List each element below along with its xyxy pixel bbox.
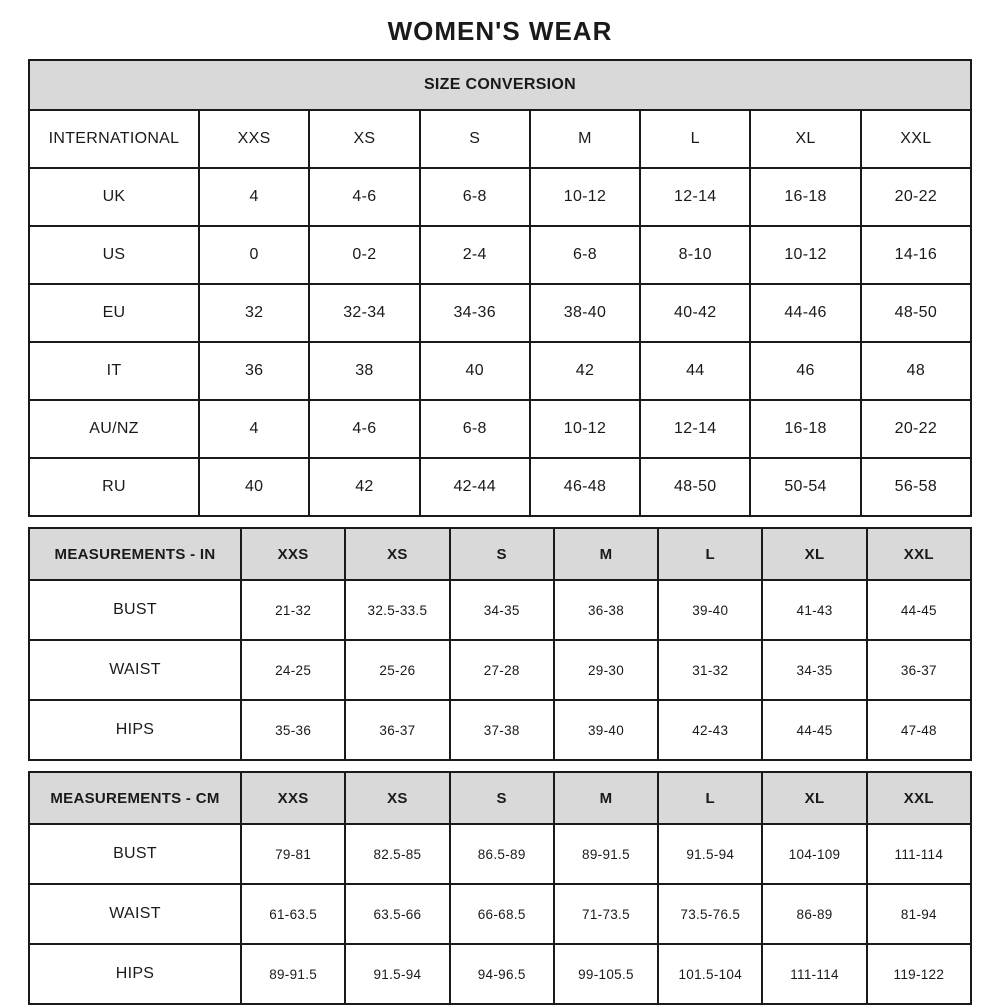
cell: 42 <box>309 458 419 516</box>
cell: 111-114 <box>762 944 866 1004</box>
cell: 56-58 <box>861 458 971 516</box>
cell: 119-122 <box>867 944 971 1004</box>
cell: 32-34 <box>309 284 419 342</box>
cell: 24-25 <box>241 640 345 700</box>
cell: 12-14 <box>640 168 750 226</box>
cell: 89-91.5 <box>241 944 345 1004</box>
cell: 40 <box>199 458 309 516</box>
cell: 86.5-89 <box>450 824 554 884</box>
cell: 42-44 <box>420 458 530 516</box>
measurements-cm-header-row <box>29 772 971 824</box>
row-label: AU/NZ <box>29 400 199 458</box>
cell: 21-32 <box>241 580 345 640</box>
cell: 42-43 <box>658 700 762 760</box>
row-label: IT <box>29 342 199 400</box>
size-header: XL <box>762 528 866 580</box>
cell: 34-36 <box>420 284 530 342</box>
cell: 48-50 <box>861 284 971 342</box>
size-conversion-title: SIZE CONVERSION <box>29 60 971 110</box>
cell: 25-26 <box>345 640 449 700</box>
size-header: XXS <box>241 772 345 824</box>
cell: 12-14 <box>640 400 750 458</box>
cell: 99-105.5 <box>554 944 658 1004</box>
cell: 63.5-66 <box>345 884 449 944</box>
cell: 6-8 <box>420 400 530 458</box>
cell: 31-32 <box>658 640 762 700</box>
measurements-in-header-row <box>29 528 971 580</box>
cell: 8-10 <box>640 226 750 284</box>
cell: 6-8 <box>420 168 530 226</box>
row-label: WAIST <box>29 884 241 944</box>
cell: 34-35 <box>450 580 554 640</box>
cell: 94-96.5 <box>450 944 554 1004</box>
cell: 36 <box>199 342 309 400</box>
size-header: XS <box>345 772 449 824</box>
table-row <box>29 284 971 342</box>
table-row <box>29 700 971 760</box>
cell: 29-30 <box>554 640 658 700</box>
cell: XL <box>750 110 860 168</box>
cell: 36-37 <box>867 640 971 700</box>
cell: 42 <box>530 342 640 400</box>
cell: 10-12 <box>750 226 860 284</box>
measurements-cm-table <box>28 771 972 1005</box>
cell: 44-46 <box>750 284 860 342</box>
cell: 38-40 <box>530 284 640 342</box>
cell: 48 <box>861 342 971 400</box>
cell: XXL <box>861 110 971 168</box>
cell: 32.5-33.5 <box>345 580 449 640</box>
cell: 71-73.5 <box>554 884 658 944</box>
cell: 46-48 <box>530 458 640 516</box>
table-row <box>29 884 971 944</box>
cell: 40 <box>420 342 530 400</box>
cell: 4 <box>199 400 309 458</box>
table-row <box>29 168 971 226</box>
cell: 10-12 <box>530 400 640 458</box>
measurements-in-title: MEASUREMENTS - IN <box>29 528 241 580</box>
cell: 38 <box>309 342 419 400</box>
cell: 0-2 <box>309 226 419 284</box>
cell: 91.5-94 <box>345 944 449 1004</box>
row-label: BUST <box>29 580 241 640</box>
size-header: XL <box>762 772 866 824</box>
table-row <box>29 342 971 400</box>
cell: 61-63.5 <box>241 884 345 944</box>
table-row <box>29 824 971 884</box>
cell: 48-50 <box>640 458 750 516</box>
cell: 6-8 <box>530 226 640 284</box>
cell: 111-114 <box>867 824 971 884</box>
size-header: L <box>658 772 762 824</box>
size-header: S <box>450 772 554 824</box>
cell: 16-18 <box>750 168 860 226</box>
measurements-cm-title: MEASUREMENTS - CM <box>29 772 241 824</box>
size-header: XXL <box>867 772 971 824</box>
row-label: US <box>29 226 199 284</box>
size-conversion-table <box>28 59 972 517</box>
cell: 41-43 <box>762 580 866 640</box>
table-row <box>29 458 971 516</box>
size-header: XS <box>345 528 449 580</box>
cell: 44-45 <box>867 580 971 640</box>
cell: 20-22 <box>861 400 971 458</box>
cell: 66-68.5 <box>450 884 554 944</box>
table-row <box>29 226 971 284</box>
cell: XXS <box>199 110 309 168</box>
cell: 82.5-85 <box>345 824 449 884</box>
cell: 44 <box>640 342 750 400</box>
size-header: XXS <box>241 528 345 580</box>
cell: 20-22 <box>861 168 971 226</box>
cell: 16-18 <box>750 400 860 458</box>
cell: S <box>420 110 530 168</box>
cell: 104-109 <box>762 824 866 884</box>
size-header: M <box>554 772 658 824</box>
cell: 32 <box>199 284 309 342</box>
row-label: WAIST <box>29 640 241 700</box>
cell: 4-6 <box>309 168 419 226</box>
cell: 86-89 <box>762 884 866 944</box>
row-label: EU <box>29 284 199 342</box>
page-title: WOMEN'S WEAR <box>387 16 613 46</box>
cell: 10-12 <box>530 168 640 226</box>
cell: 89-91.5 <box>554 824 658 884</box>
cell: L <box>640 110 750 168</box>
size-header: XXL <box>867 528 971 580</box>
cell: 40-42 <box>640 284 750 342</box>
cell: 39-40 <box>554 700 658 760</box>
cell: 4-6 <box>309 400 419 458</box>
row-label: HIPS <box>29 944 241 1004</box>
row-label: RU <box>29 458 199 516</box>
cell: 79-81 <box>241 824 345 884</box>
measurements-in-table <box>28 527 972 761</box>
cell: 44-45 <box>762 700 866 760</box>
size-header: L <box>658 528 762 580</box>
row-label: INTERNATIONAL <box>29 110 199 168</box>
cell: 35-36 <box>241 700 345 760</box>
table-row <box>29 944 971 1004</box>
cell: 46 <box>750 342 860 400</box>
size-conversion-header-row <box>29 60 971 110</box>
cell: 36-38 <box>554 580 658 640</box>
cell: M <box>530 110 640 168</box>
row-label: HIPS <box>29 700 241 760</box>
cell: 50-54 <box>750 458 860 516</box>
table-row <box>29 400 971 458</box>
size-header: S <box>450 528 554 580</box>
row-label: BUST <box>29 824 241 884</box>
cell: 91.5-94 <box>658 824 762 884</box>
table-row <box>29 640 971 700</box>
cell: 27-28 <box>450 640 554 700</box>
cell: 47-48 <box>867 700 971 760</box>
cell: 34-35 <box>762 640 866 700</box>
cell: 73.5-76.5 <box>658 884 762 944</box>
cell: 37-38 <box>450 700 554 760</box>
row-label: UK <box>29 168 199 226</box>
table-row <box>29 110 971 168</box>
cell: 4 <box>199 168 309 226</box>
table-row <box>29 580 971 640</box>
size-header: M <box>554 528 658 580</box>
cell: 101.5-104 <box>658 944 762 1004</box>
cell: 39-40 <box>658 580 762 640</box>
cell: 36-37 <box>345 700 449 760</box>
cell: XS <box>309 110 419 168</box>
cell: 81-94 <box>867 884 971 944</box>
cell: 2-4 <box>420 226 530 284</box>
cell: 0 <box>199 226 309 284</box>
cell: 14-16 <box>861 226 971 284</box>
